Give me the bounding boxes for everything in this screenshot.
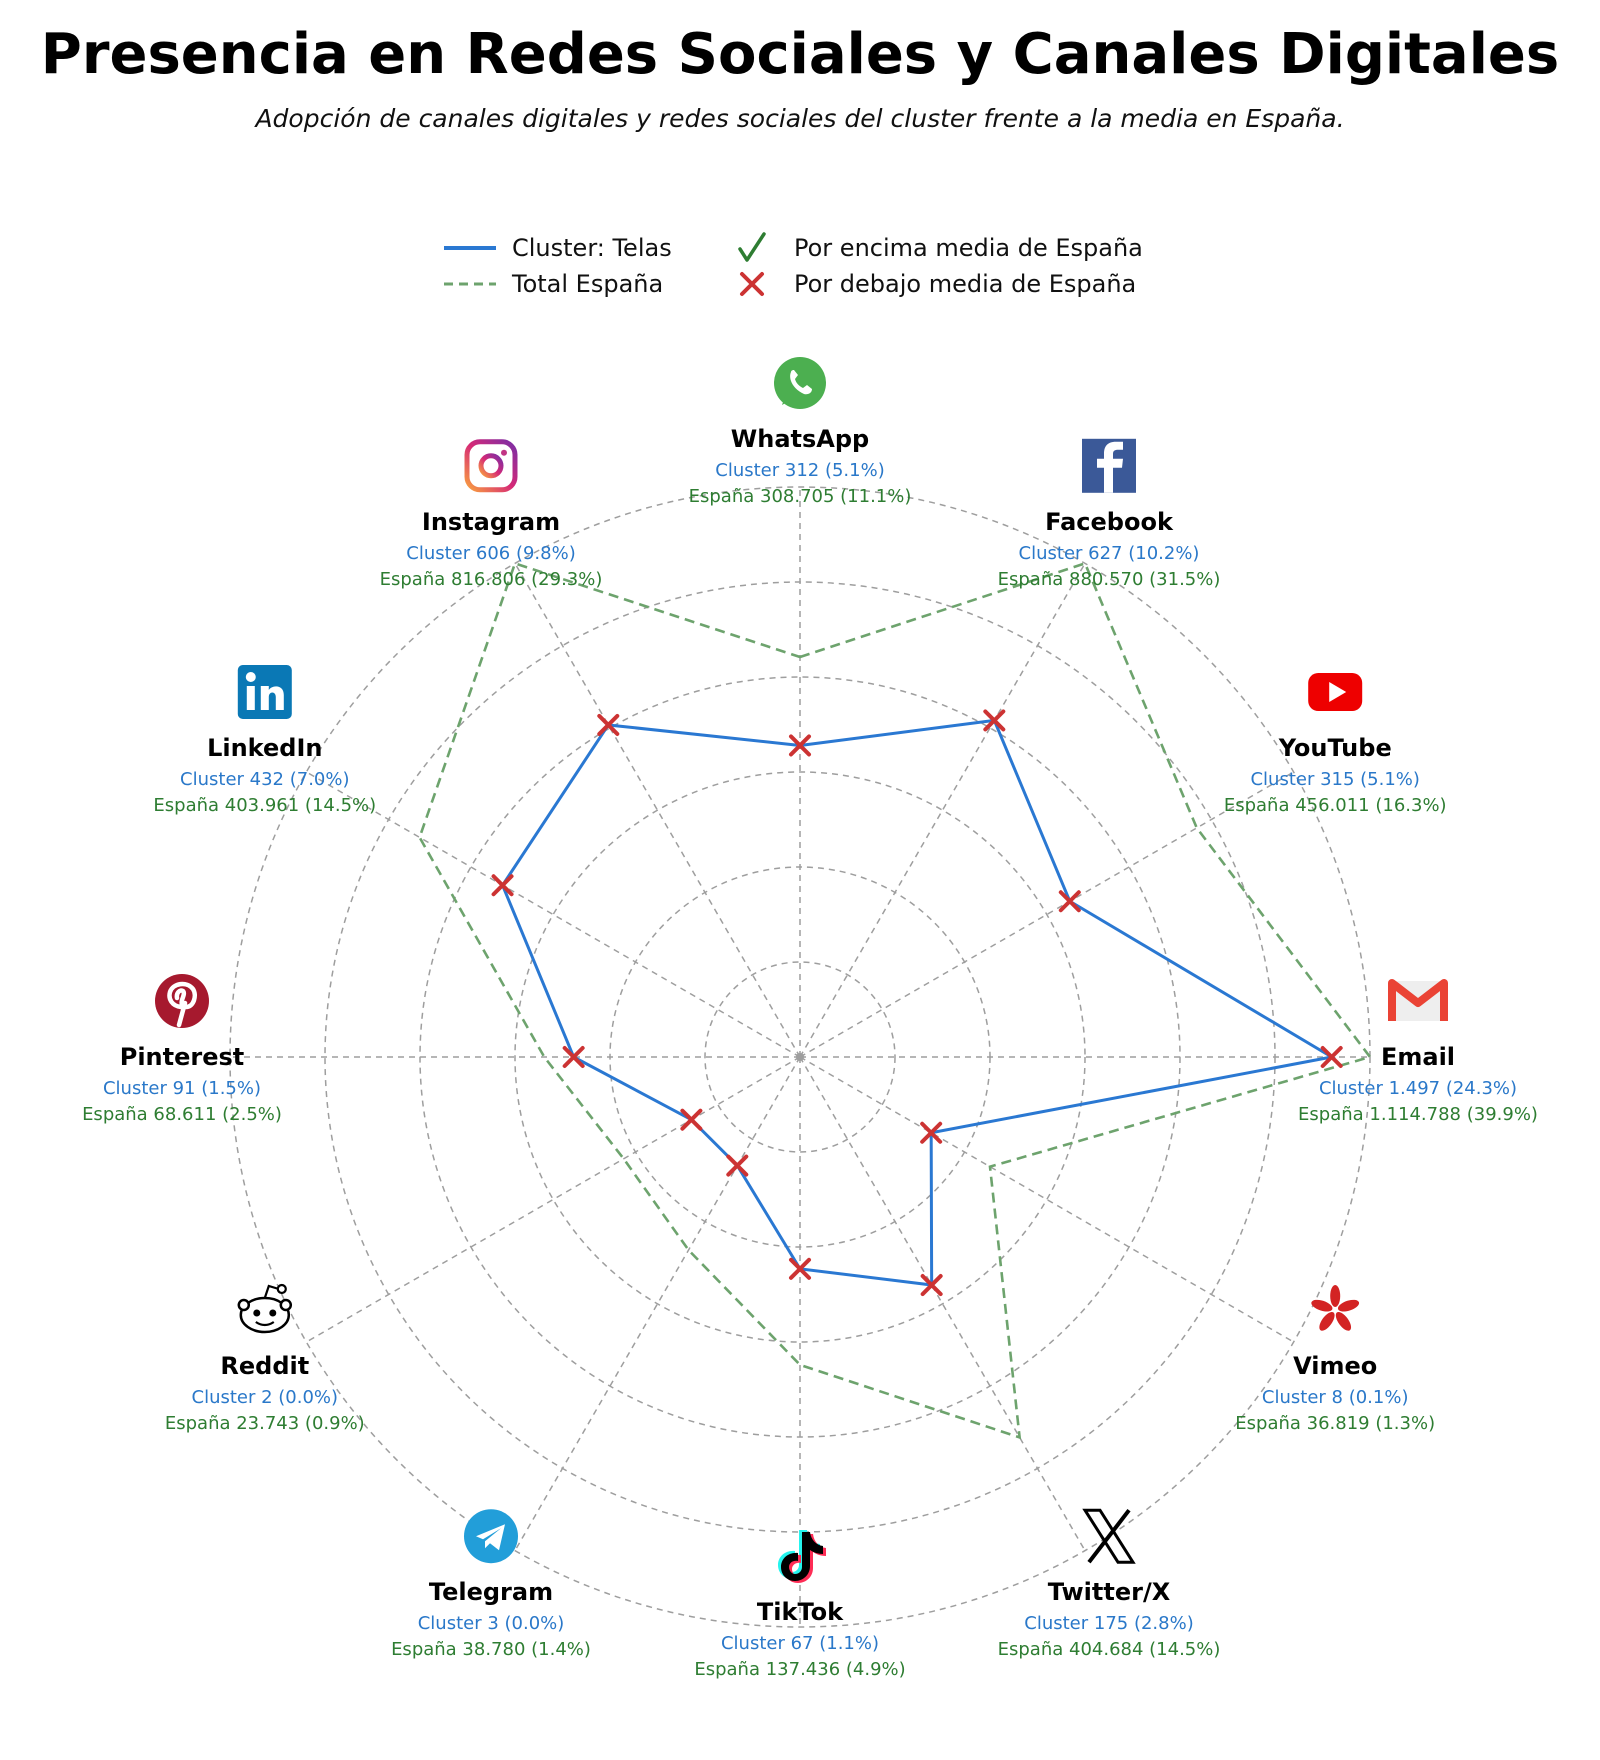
axis-cluster-value: Cluster 67 (1.1%) xyxy=(720,1633,880,1654)
data-point-marker xyxy=(682,1111,700,1129)
reddit-icon xyxy=(239,1285,291,1332)
axis-name: WhatsApp xyxy=(730,425,870,453)
axis-espana-value: España 68.611 (2.5%) xyxy=(82,1104,282,1125)
legend-item-cluster xyxy=(440,230,672,266)
axis-label-twitter-x xyxy=(998,1510,1221,1660)
pinterest-icon xyxy=(155,974,209,1028)
check-icon xyxy=(722,230,782,266)
axis-espana-value: España 23.743 (0.9%) xyxy=(164,1413,365,1434)
axis-cluster-value: Cluster 91 (1.5%) xyxy=(102,1078,262,1099)
axis-cluster-value: Cluster 8 (0.1%) xyxy=(1261,1387,1409,1408)
grid-spoke xyxy=(800,563,1085,1057)
email-icon xyxy=(1392,981,1444,1021)
tiktok-icon xyxy=(778,1530,826,1583)
axis-espana-value: España 880.570 (31.5%) xyxy=(997,568,1221,590)
chart-subtitle: Adopción de canales digitales y redes sociales del cluster frente a la media en España. xyxy=(255,104,1345,133)
linkedin-icon xyxy=(238,665,292,719)
axis-espana-value: España 816.806 (29.3%) xyxy=(379,568,603,590)
legend-label-below: Por debajo media de España xyxy=(794,270,1137,298)
axis-cluster-value: Cluster 175 (2.8%) xyxy=(1024,1613,1194,1635)
legend xyxy=(440,230,1200,320)
axis-cluster-value: Cluster 432 (7.0%) xyxy=(180,769,350,790)
axis-espana-value: España 1.114.788 (39.9%) xyxy=(1298,1104,1538,1125)
legend-item-above xyxy=(722,230,1143,266)
data-point-marker xyxy=(494,876,512,894)
axis-cluster-value: Cluster 315 (5.1%) xyxy=(1250,769,1420,790)
youtube-icon xyxy=(1308,673,1362,711)
instagram-icon xyxy=(467,442,515,490)
legend-label-cluster: Cluster: Telas xyxy=(512,234,672,262)
telegram-icon xyxy=(464,1509,518,1563)
axis-label-facebook xyxy=(998,439,1221,590)
legend-item-below xyxy=(722,266,1136,302)
axis-name: Vimeo xyxy=(1293,1352,1378,1380)
series-line-cluster xyxy=(503,720,1332,1285)
twitter-x-icon xyxy=(1085,1510,1133,1562)
axis-espana-value: España 137.436 (4.9%) xyxy=(694,1659,906,1680)
axis-label-pinterest xyxy=(82,974,282,1125)
axis-espana-value: España 36.819 (1.3%) xyxy=(1235,1413,1436,1434)
data-point-marker xyxy=(1061,892,1079,910)
cross-icon xyxy=(722,266,782,302)
axis-cluster-value: Cluster 1.497 (24.3%) xyxy=(1318,1078,1518,1099)
axis-espana-value: España 403.961 (14.5%) xyxy=(153,795,377,816)
legend-line-solid xyxy=(440,230,500,266)
axis-name: TikTok xyxy=(756,1598,844,1626)
axis-label-vimeo xyxy=(1235,1285,1435,1434)
data-point-marker xyxy=(728,1157,746,1175)
axis-name: Telegram xyxy=(428,1578,554,1607)
axis-label-tiktok xyxy=(694,1530,905,1680)
series-line-total-espana xyxy=(420,563,1370,1437)
axis-espana-value: España 404.684 (14.5%) xyxy=(997,1639,1221,1661)
axis-label-youtube xyxy=(1224,673,1447,816)
axis-name: Email xyxy=(1380,1043,1456,1071)
axis-name: Facebook xyxy=(1045,507,1173,536)
axis-name: YouTube xyxy=(1278,734,1392,762)
axis-cluster-value: Cluster 627 (10.2%) xyxy=(1018,542,1200,564)
grid-spoke xyxy=(306,772,800,1057)
axis-name: Reddit xyxy=(220,1352,310,1380)
axis-name: Instagram xyxy=(421,507,561,536)
axis-cluster-value: Cluster 3 (0.0%) xyxy=(417,1613,565,1635)
axis-espana-value: España 456.011 (16.3%) xyxy=(1223,795,1447,816)
vimeo-icon xyxy=(1310,1285,1361,1333)
axis-name: Pinterest xyxy=(119,1043,245,1071)
axis-espana-value: España 38.780 (1.4%) xyxy=(391,1639,591,1661)
grid-spoke xyxy=(306,1057,800,1342)
legend-label-above: Por encima media de España xyxy=(794,234,1143,262)
axis-cluster-value: Cluster 2 (0.0%) xyxy=(191,1387,339,1408)
axis-label-linkedin xyxy=(153,665,376,816)
chart-title: Presencia en Redes Sociales y Canales Digitales xyxy=(40,22,1560,87)
axis-espana-value: España 308.705 (11.1%) xyxy=(688,486,912,507)
facebook-icon xyxy=(1082,439,1136,493)
whatsapp-icon xyxy=(774,357,826,409)
axis-cluster-value: Cluster 606 (9.8%) xyxy=(406,542,576,564)
grid-center xyxy=(796,1053,804,1061)
axis-label-whatsapp xyxy=(689,357,912,507)
axis-label-instagram xyxy=(380,442,603,590)
axis-name: LinkedIn xyxy=(207,734,323,762)
axis-label-telegram xyxy=(391,1509,591,1660)
legend-line-dashed xyxy=(440,266,500,302)
legend-label-espana: Total España xyxy=(512,270,664,298)
legend-item-espana xyxy=(440,266,663,302)
axis-name: Twitter/X xyxy=(1047,1578,1171,1607)
axis-cluster-value: Cluster 312 (5.1%) xyxy=(715,460,885,481)
axis-label-reddit xyxy=(165,1285,365,1434)
